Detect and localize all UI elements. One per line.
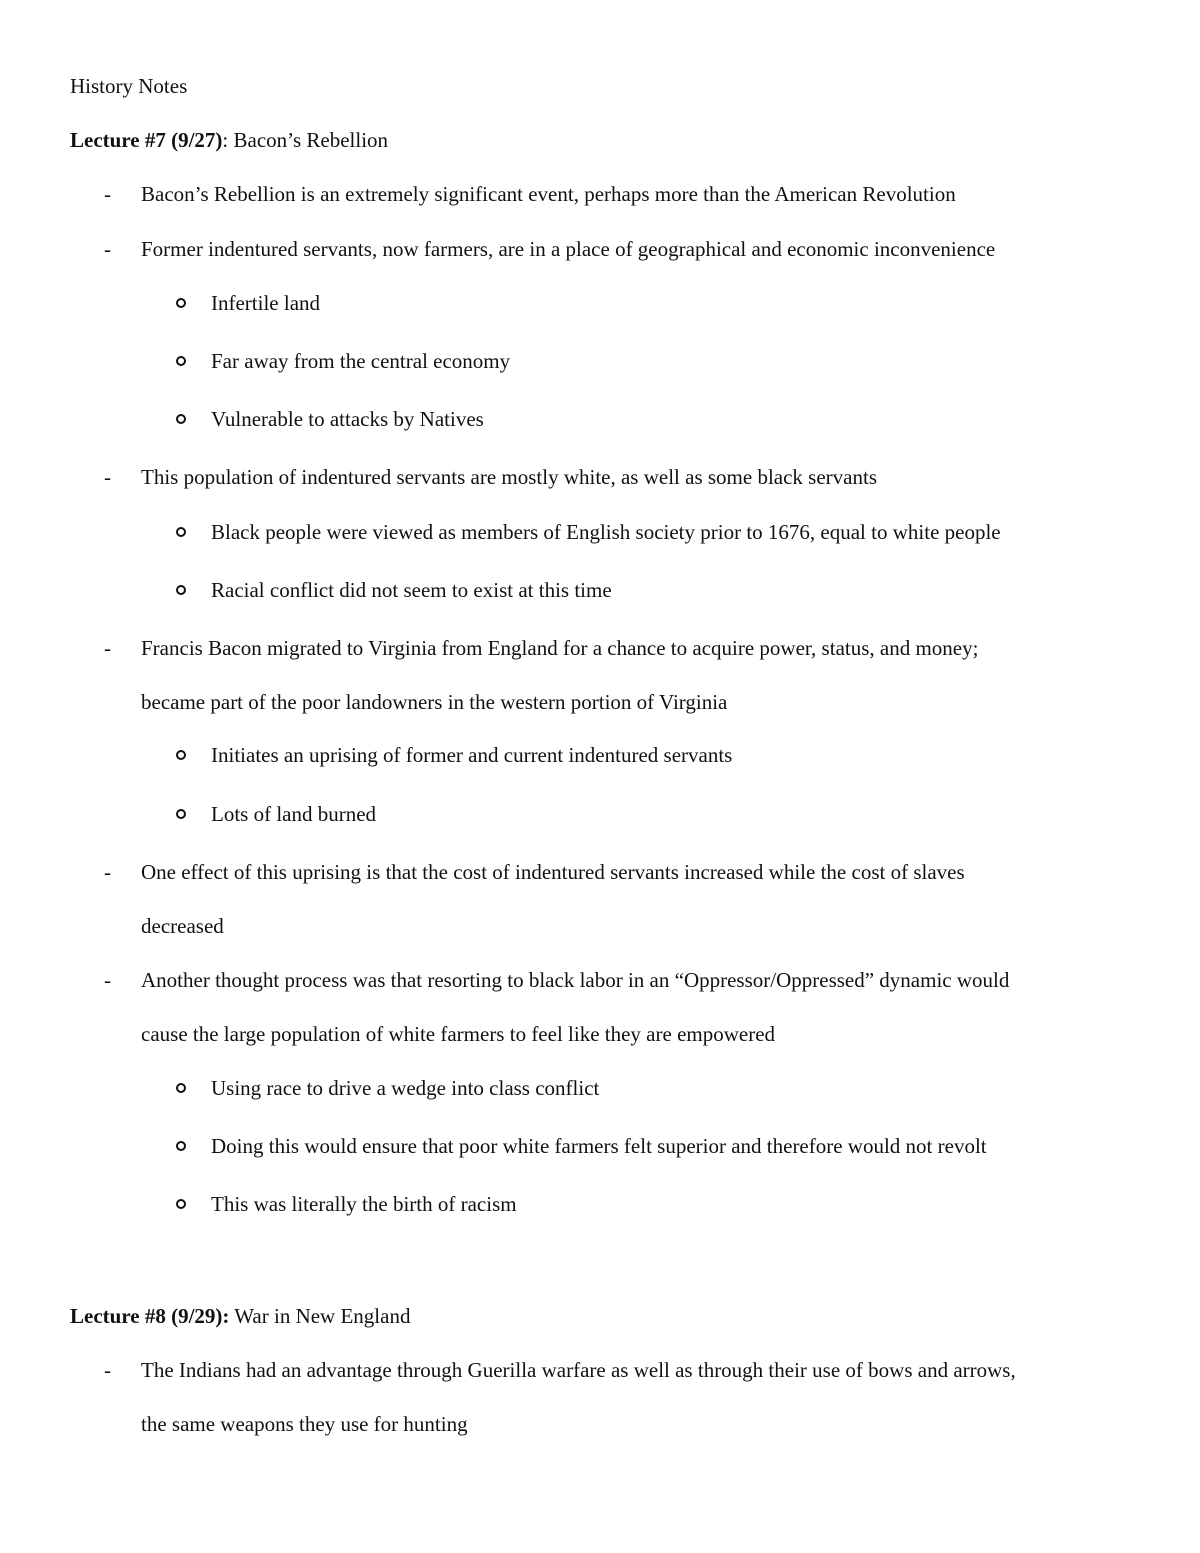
- sub-bullet-text: Doing this would ensure that poor white farmers felt superior and therefore would not revolt: [211, 1134, 987, 1158]
- bullet-text: The Indians had an advantage through Guerilla warfare as well as through their use of bows and arrows,: [141, 1358, 1016, 1382]
- circle-bullet-icon: [176, 298, 186, 308]
- bullet-text: Another thought process was that resorting to black labor in an “Oppressor/Oppressed” dynamic would: [141, 968, 1010, 992]
- sub-bullet-text: Initiates an uprising of former and current indentured servants: [211, 743, 733, 767]
- bullet-text: One effect of this uprising is that the cost of indentured servants increased while the cost of slaves: [141, 860, 965, 884]
- lecture-8-label: Lecture #8 (9/29):: [70, 1304, 230, 1328]
- bullet-text: This population of indentured servants are mostly white, as well as some black servants: [141, 465, 877, 489]
- circle-bullet-icon: [176, 414, 186, 424]
- bullet-text-continued: cause the large population of white farmers to feel like they are empowered: [141, 1022, 776, 1046]
- circle-bullet-icon: [176, 809, 186, 819]
- document-title: History Notes: [70, 74, 188, 98]
- sub-bullet-text: Black people were viewed as members of English society prior to 1676, equal to white people: [211, 520, 1001, 544]
- sub-bullet-text: Vulnerable to attacks by Natives: [211, 407, 484, 431]
- dash-bullet: -: [104, 1358, 111, 1382]
- circle-bullet-icon: [176, 1141, 186, 1151]
- dash-bullet: -: [104, 182, 111, 206]
- lecture-7-colon: :: [222, 128, 229, 152]
- bullet-text-continued: became part of the poor landowners in the western portion of Virginia: [141, 690, 728, 714]
- circle-bullet-icon: [176, 1199, 186, 1209]
- lecture-7-heading: [70, 126, 388, 154]
- sub-bullet-text: Using race to drive a wedge into class conflict: [211, 1076, 600, 1100]
- dash-bullet: -: [104, 636, 111, 660]
- dash-bullet: -: [104, 465, 111, 489]
- dash-bullet: -: [104, 237, 111, 261]
- bullet-text: Francis Bacon migrated to Virginia from England for a chance to acquire power, status, and money;: [141, 636, 979, 660]
- circle-bullet-icon: [176, 527, 186, 537]
- sub-bullet-text: Lots of land burned: [211, 802, 377, 826]
- circle-bullet-icon: [176, 750, 186, 760]
- circle-bullet-icon: [176, 356, 186, 366]
- sub-bullet-text: Infertile land: [211, 291, 321, 315]
- dash-bullet: -: [104, 968, 111, 992]
- bullet-text: Bacon’s Rebellion is an extremely significant event, perhaps more than the American Revolution: [141, 182, 956, 206]
- circle-bullet-icon: [176, 585, 186, 595]
- bullet-text-continued: the same weapons they use for hunting: [141, 1412, 468, 1436]
- bullet-text-continued: decreased: [141, 914, 224, 938]
- lecture-7-label: Lecture #7 (9/27): [70, 128, 223, 152]
- sub-bullet-text: Racial conflict did not seem to exist at this time: [211, 578, 612, 602]
- sub-bullet-text: This was literally the birth of racism: [211, 1192, 517, 1216]
- circle-bullet-icon: [176, 1083, 186, 1093]
- lecture-7-topic: Bacon’s Rebellion: [228, 128, 389, 152]
- lecture-8-heading: [70, 1302, 410, 1330]
- dash-bullet: -: [104, 860, 111, 884]
- sub-bullet-text: Far away from the central economy: [211, 349, 511, 373]
- bullet-text: Former indentured servants, now farmers, are in a place of geographical and economic inconvenience: [141, 237, 996, 261]
- lecture-8-topic: War in New England: [229, 1304, 411, 1328]
